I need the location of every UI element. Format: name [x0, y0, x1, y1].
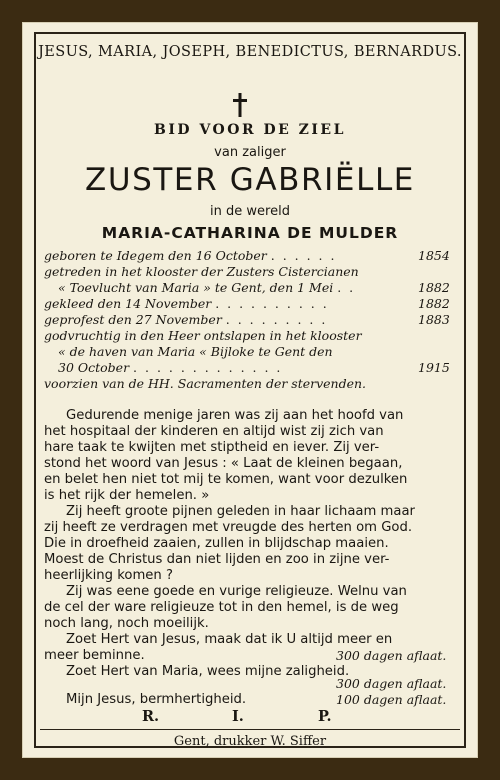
prayer-heading: BID VOOR DE ZIEL	[154, 122, 346, 138]
rip-p: P.	[318, 708, 332, 725]
bio-line-convent: « Toevlucht van Maria » te Gent, den 1 Mei . .	[58, 280, 356, 295]
bio-year-birth: 1854	[418, 248, 450, 263]
bio-line-death-date: 30 October . . . . . . . . . . . . .	[58, 360, 283, 375]
deceased-name: ZUSTER GABRIËLLE	[84, 162, 415, 198]
bio-line-sacraments: voorzien van de HH. Sacramenten der stervenden.	[44, 376, 367, 391]
indulgence-3: 100 dagen aflaat.	[336, 692, 447, 707]
prayer-jesus-line: meer beminne.	[44, 648, 145, 663]
indulgence-2: 300 dagen aflaat.	[336, 676, 447, 691]
paragraph-1-line: hare taak te kwijten met stiptheid en iever. Zij ver-	[44, 440, 380, 455]
bio-year-professed: 1883	[418, 312, 450, 327]
paragraph-2-line: Moest de Christus dan niet lijden en zoo in zijne ver-	[44, 552, 390, 567]
prayer-jesus-line: Zoet Hert van Jesus, maak dat ik U altijd meer en	[66, 632, 393, 647]
paragraph-3-line: noch lang, noch moeilijk.	[44, 616, 209, 631]
bio-line-clothed: gekleed den 14 November . . . . . . . . . .	[44, 296, 329, 311]
paragraph-3-line: de cel der ware religieuze tot in den hemel, is de weg	[44, 600, 399, 615]
prayer-mercy-line: Mijn Jesus, bermhertigheid.	[66, 692, 247, 707]
footer-divider	[40, 729, 460, 730]
cross-icon	[228, 92, 252, 118]
bio-line-bijloke: « de haven van Maria « Bijloke te Gent den	[58, 344, 333, 359]
prayer-maria-line: Zoet Hert van Maria, wees mijne zaligheid.	[66, 664, 350, 679]
bio-line-died: godvruchtig in den Heer ontslapen in het klooster	[44, 328, 362, 343]
bio-year-entered: 1882	[418, 280, 450, 295]
worldly-name: MARIA-CATHARINA DE MULDER	[101, 224, 399, 242]
paragraph-1-line: het hospitaal der kinderen en altijd wist zij zich van	[44, 424, 384, 439]
paragraph-1-line: Gedurende menige jaren was zij aan het hoofd van	[66, 408, 404, 423]
bio-line-entered: getreden in het klooster der Zusters Cistercianen	[44, 264, 359, 279]
indulgence-1: 300 dagen aflaat.	[336, 648, 447, 663]
bio-year-death: 1915	[418, 360, 450, 375]
van-zaliger: van zaliger	[214, 145, 286, 160]
bio-line-professed: geprofest den 27 November . . . . . . . . .	[44, 312, 328, 327]
rip-i: I.	[232, 708, 244, 725]
printer-credit: Gent, drukker W. Siffer	[173, 734, 327, 749]
bio-year-clothed: 1882	[418, 296, 450, 311]
paragraph-3-line: Zij was eene goede en vurige religieuze. Welnu van	[66, 584, 407, 599]
paragraph-2-line: Die in droefheid zaaien, zullen in blijdschap maaien.	[44, 536, 389, 551]
bio-line-birth: geboren te Idegem den 16 October . . . . . .	[44, 248, 337, 263]
paragraph-1-line: stond het woord van Jesus : « Laat de kleinen begaan,	[44, 456, 403, 471]
paragraph-1-line: is het rijk der hemelen. »	[44, 488, 210, 503]
paragraph-1-line: en belet hen niet tot mij te komen, want voor dezulken	[44, 472, 408, 487]
paragraph-2-line: zij heeft ze verdragen met vreugde des herten om God.	[44, 520, 413, 535]
paragraph-2-line: Zij heeft groote pijnen geleden in haar lichaam maar	[66, 504, 415, 519]
invocation: JESUS, MARIA, JOSEPH, BENEDICTUS, BERNARDUS.	[38, 44, 462, 60]
rip-r: R.	[142, 708, 160, 725]
paragraph-2-line: heerlijking komen ?	[44, 568, 173, 583]
in-de-wereld: in de wereld	[210, 204, 290, 219]
